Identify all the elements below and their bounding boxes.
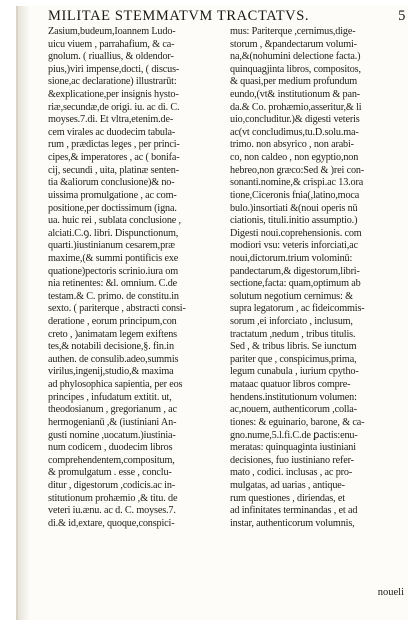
left-column-text-line: positione,per doctissimum (igna. <box>48 202 177 214</box>
right-column-text-line: gno.nume,5.l.fi.C.de ꝑactis:enu- <box>230 429 358 441</box>
left-column <box>48 26 222 530</box>
left-column-text-line: moyses.7.di. Et vltra,etenim.de- <box>48 114 174 126</box>
left-column-text-line: &explicatione,per insignis hysto- <box>48 89 179 101</box>
right-column-text-line: meratas: quinquaginta iustiniani <box>230 442 356 454</box>
left-column-text-line: principes , infudatum extitit. ut, <box>48 391 172 403</box>
right-column-text-line: sorum ,ei inforciato , inclusum, <box>230 316 353 328</box>
right-column-text-line: decisiones, fuo iustiniano refer- <box>230 454 354 466</box>
right-column-text-line: pariter que , conspicimus,prima, <box>230 353 357 365</box>
right-column-text-line: ac(vt concludimus,tu.D.solu.ma- <box>230 126 359 138</box>
left-column-text-line: theodosianum , gregorianum , ac <box>48 404 177 416</box>
running-header <box>48 8 408 26</box>
left-column-text-line: tes,& notabili decisione,§. fin.in <box>48 341 174 353</box>
left-column-text-line: gnolum. ( riuallius, & oldendor- <box>48 51 174 63</box>
right-column-text-line: rum questiones , diriendas, et <box>230 492 345 504</box>
right-column-text-line: hebreo,non græco:Sed & )rei con- <box>230 164 365 176</box>
left-column-text-line: sexto. ( pariterque , abstracti consi- <box>48 303 186 315</box>
right-column-text-line: mato , codici. inclusas , ac pro- <box>230 467 353 479</box>
left-column-text-line: Zasium,budeum,Ioannem Ludo- <box>48 26 176 37</box>
right-column-text-line: bulo.)insortiati &(noui operis nū <box>230 202 358 214</box>
right-column-text-line: co, non caldeo , non egyptio,non <box>230 152 359 164</box>
right-column-text-line: tiones: & eguinario, barone, & ca- <box>230 416 365 428</box>
left-column-text-line: comprehendentem,compositum, <box>48 454 175 466</box>
left-column-text-line: uissima promulgatione , ac com- <box>48 189 177 201</box>
left-column-text-line: ditur , digestorum ,codicis.ac in- <box>48 479 176 491</box>
left-column-text-line: di.& id,extare, quoque,conspici- <box>48 517 175 529</box>
left-column-text-line: cij, secundi , uita, platinæ senten- <box>48 164 179 176</box>
right-column-text-line: eundo,(vt& institutionum & pan- <box>230 89 361 101</box>
left-column-text-line: alciati.C.ꝯ. libri. Dispunctionum, <box>48 227 179 239</box>
right-column-text-line: hendens.institutionum volumen: <box>230 391 357 403</box>
right-column-text-line: mulgatas, ad uarias , antique- <box>230 479 345 491</box>
right-column-text-line: sectione,facta: quam,optimum ab <box>230 278 361 290</box>
left-column-text-line: cem virales ac duodecim tabula- <box>48 126 176 138</box>
right-column-text-line: quinquagjinta libros, compositos, <box>230 63 361 75</box>
left-column-text-line: virilus,ingenij,studio,& maxima <box>48 366 174 378</box>
left-column-text-line: quarti.)iustinianum cesarem,præ <box>48 240 175 252</box>
right-column-text-line: mataac quatuor libros compre- <box>230 379 351 391</box>
left-column-text-line: gusti nomine ,uocatum.)iustinia- <box>48 429 176 441</box>
right-column-text-line: instar, authenticorum volumnis, <box>230 517 355 529</box>
left-column-text-line: ua. huic rei , sublata conclusione , <box>48 215 181 227</box>
right-column-text-line: tione,Ciceronis fnia(,latino,moca <box>230 189 360 201</box>
left-column-text-line: cipes,& imperatores , ac ( bonifa- <box>48 152 180 164</box>
right-column-text-line: ac,nouem, authenticorum ,colla- <box>230 404 357 416</box>
left-column-text-line: hermogenianū ,& (iustiniani An- <box>48 416 177 428</box>
left-column-text-line: riæ,secundæ,de origi. iu. ac di. C. <box>48 101 180 113</box>
right-column-text-line: & quasi,per medium profundum <box>230 76 358 88</box>
right-column-text-line: uio,concluditur.)& digesti veteris <box>230 114 360 126</box>
right-column-text-line: ciationis, tituli.initio assumptio.) <box>230 215 358 227</box>
right-column-text-line: pandectarum,& digestorum,libri- <box>230 265 360 277</box>
left-column-text-line: tia &aliorum conclusione)& no- <box>48 177 175 189</box>
left-column-text-line: num codicem , duodecim libros <box>48 442 173 454</box>
text-columns <box>48 26 408 584</box>
left-column-text-line: sione,ac declaratione) illustrarūt: <box>48 76 177 88</box>
left-column-text-line: deratione , eorum principum,con <box>48 316 177 328</box>
left-column-text-line: rum , prædictas leges , per princi- <box>48 139 180 151</box>
right-column-text-line: noui,dictorum.trium volominū: <box>230 252 353 264</box>
left-column-text-line: & promulgatum . esse , conclu- <box>48 467 172 479</box>
right-column-text-line: solutum negotium cernimus: & <box>230 290 353 302</box>
left-column-text-line: veteri iu.ænu. ac d. C. moyses.7. <box>48 505 176 517</box>
left-column-text-line: pius,)viri impense,docti, ( discus- <box>48 63 180 75</box>
left-column-text-line: authen. de consulib.adeo,summis <box>48 353 179 365</box>
right-column-text-line: da.& Co. prohæmio,asseritur,& li <box>230 101 362 113</box>
folio-number: 5 <box>398 8 406 24</box>
gutter-shading <box>18 6 30 620</box>
right-column <box>230 26 404 530</box>
right-column-text-line: tractatum ,nedum , tribus titulis. <box>230 328 356 340</box>
right-column-text-line: legum cunabula , iurium cpytho- <box>230 366 359 378</box>
left-column-text-line: uicu viuem , parrahafium, & ca- <box>48 38 175 50</box>
right-column-text-line: ad infinitates terminandas , et ad <box>230 505 358 517</box>
right-column-text-line: Sed , & tribus libris. Se iunctum <box>230 341 357 353</box>
left-column-text-line: ad phylosophica sapientia, per eos <box>48 379 183 391</box>
left-column-text-line: creto , )animatam legem exiftens <box>48 328 177 340</box>
right-column-text-line: Digesti noui.coprehensionis. com <box>230 227 362 239</box>
left-column-text-line: stitutionum prohæmio ,& titu. de <box>48 492 178 504</box>
right-column-text-line: sonanti.nomine,& crispi.ac 13.ora <box>230 177 364 189</box>
right-column-text-line: supra legatorum , ac fideicommis- <box>230 303 365 315</box>
running-title: MILITAE STEMMATVM TRACTATVS. <box>48 8 310 24</box>
left-column-text-line: quatione)pectoris scrinio.iura om <box>48 265 178 277</box>
right-column-text-line: trimo. non absyrico , non arabi- <box>230 139 354 151</box>
right-column-text-line: na,&(nohumini delectione facta.) <box>230 51 361 63</box>
right-column-text-line: modiori vsu: veteris inforciati,ac <box>230 240 358 252</box>
left-column-text-line: testam.& C. primo. de constitu.in <box>48 290 179 302</box>
right-column-text-line: storum , &pandectarum volumi- <box>230 38 357 50</box>
left-column-text-line: maxime,(& summi pontificis exe <box>48 252 179 264</box>
left-column-text-line: nia retinentes: &l. omnium. C.de <box>48 278 178 290</box>
right-column-text-line: mus: Pariterque ,cernimus,dige- <box>230 26 356 37</box>
book-page <box>16 6 408 620</box>
catchword: noueli <box>377 587 404 598</box>
